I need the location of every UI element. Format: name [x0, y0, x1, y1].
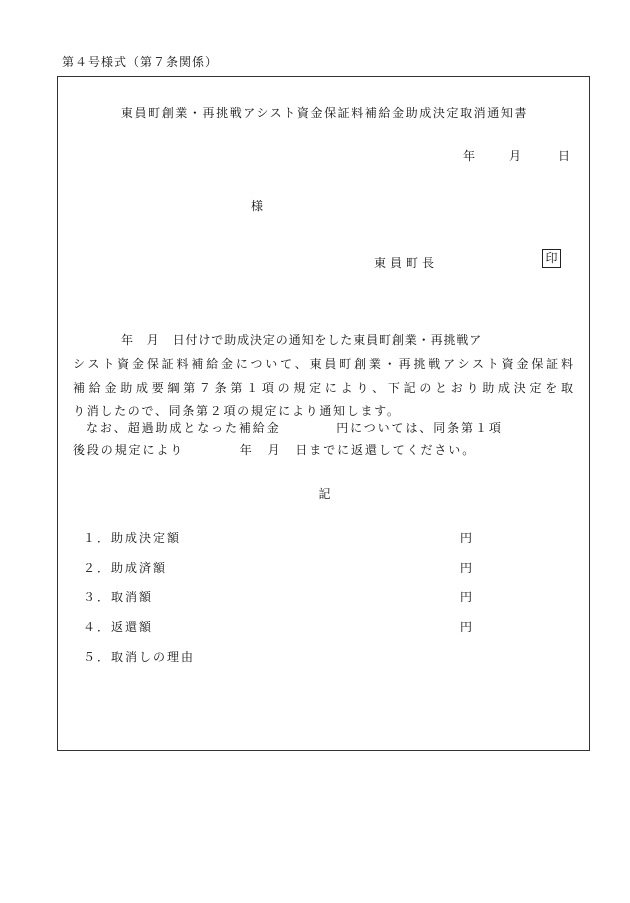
item-4-unit: 円 [460, 620, 473, 634]
body-line-4: り消したので、同条第２項の規定により通知します。 [73, 404, 401, 418]
item-2-label: ２．助成済額 [83, 561, 168, 575]
item-3-label: ３．取消額 [83, 590, 154, 604]
item-5-label: ５．取消しの理由 [83, 650, 196, 664]
seal-box: 印 [542, 249, 561, 268]
item-3-unit: 円 [460, 590, 473, 604]
item-1-label: １．助成決定額 [83, 531, 182, 545]
body-line-6: 後段の規定により 年 月 日までに返還してください。 [73, 443, 477, 457]
addressee-suffix: 様 [251, 199, 264, 213]
body-line-2: シスト資金保証料補給金について、東員町創業・再挑戦アシスト資金保証料 [73, 357, 573, 371]
form-number: 第４号様式（第７条関係） [62, 55, 219, 69]
document-title: 東員町創業・再挑戦アシスト資金保証料補給金助成決定取消通知書 [120, 106, 529, 120]
date-day-label: 日 [558, 149, 571, 163]
body-line-5: なお、超過助成となった補給金 円については、同条第１項 [86, 421, 503, 435]
item-2-unit: 円 [460, 561, 473, 575]
body-line-3: 補給金助成要綱第７条第１項の規定により、下記のとおり助成決定を取 [73, 381, 573, 395]
body-line-1: 年 月 日付けで助成決定の通知をした東員町創業・再挑戦ア [121, 333, 483, 347]
date-year-label: 年 [463, 149, 476, 163]
document-frame [57, 76, 590, 751]
date-month-label: 月 [509, 149, 522, 163]
sender-name: 東員町長 [374, 256, 439, 270]
ki-heading: 記 [318, 487, 331, 501]
item-4-label: ４．返還額 [83, 620, 154, 634]
item-1-unit: 円 [460, 531, 473, 545]
